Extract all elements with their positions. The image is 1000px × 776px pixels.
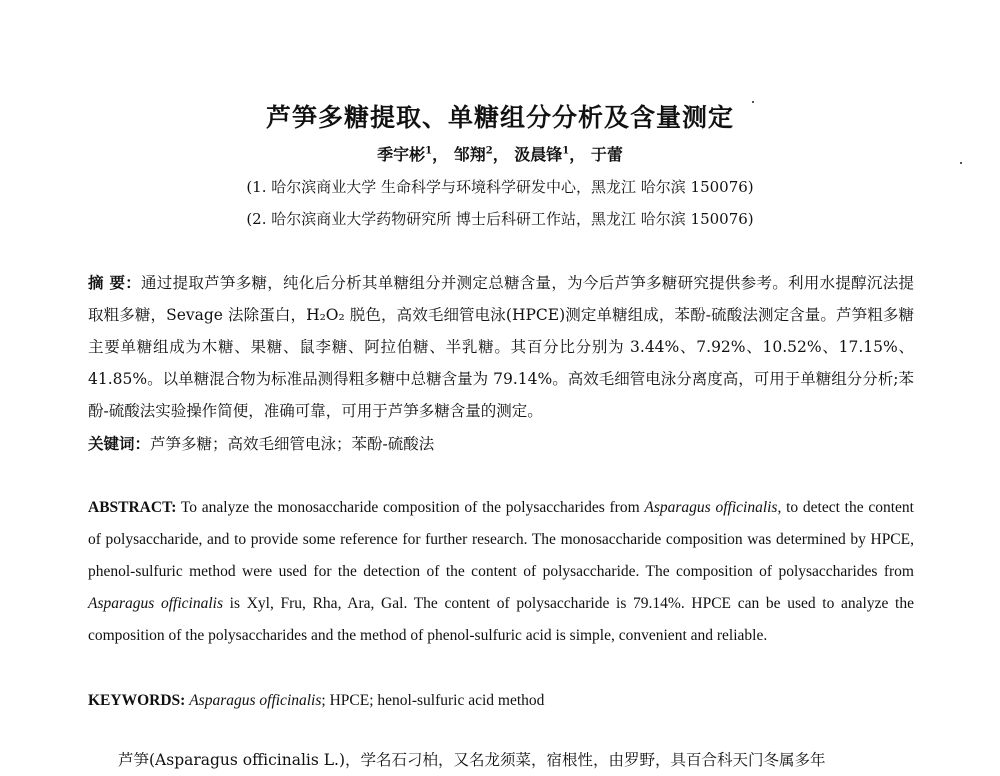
chinese-abstract (88, 267, 914, 427)
author-list (0, 142, 1000, 165)
species-name: Asparagus officinalis (88, 595, 223, 612)
author-name: 于蕾 (590, 145, 623, 164)
chinese-keywords (88, 428, 914, 460)
english-keywords (88, 685, 914, 717)
author-separator: ， (432, 145, 449, 164)
scan-speck (960, 162, 962, 164)
chinese-abstract-text: 通过提取芦笋多糖，纯化后分析其单糖组分并测定总糖含量，为今后芦笋多糖研究提供参考。利用水提醇沉法提取粗多糖，Sevage 法除蛋白，H₂O₂ 脱色，高效毛细管电泳(HPCE)测定单糖组成，苯酚-硫酸法测定含量。芦笋粗多糖主要单糖组成为木糖、果糖、鼠李糖、阿拉伯糖、半乳糖。其百分比分别为 3.44%、7.92%、10.52%、17.15%、41.85%。以单糖混合物为标准品测得粗多糖中总糖含量为 79.14%。高效毛细管电泳分离度高，可用于单糖组分分析;苯酚-硫酸法实验操作简便，准确可靠，可用于芦笋多糖含量的测定。 (88, 274, 914, 420)
species-name: Asparagus officinalis (189, 692, 322, 709)
english-abstract-text: To analyze the monosaccharide composition of the polysaccharides from (176, 499, 645, 516)
english-abstract-label: ABSTRACT: (88, 499, 177, 516)
author-affiliation-mark: 1 (425, 145, 433, 157)
author-affiliation-mark: 1 (562, 145, 570, 157)
chinese-keywords-text: 芦笋多糖；高效毛细管电泳；苯酚-硫酸法 (150, 435, 435, 453)
chinese-abstract-label: 摘 要： (88, 273, 142, 292)
author-name: 邹翔 (453, 145, 486, 164)
species-name: Asparagus officinalis (644, 499, 778, 516)
chinese-keywords-label: 关键词： (88, 434, 151, 453)
english-abstract-text: is Xyl, Fru, Rha, Ara, Gal. The content of polysaccharide is 79.14%. HPCE can be used to analyze the composition of the polysaccharides and the method of phenol-sulfuric acid is simple, convenient and reliable. (88, 595, 914, 644)
affiliation-1: (1. 哈尔滨商业大学 生命科学与环境科学研发中心，黑龙江 哈尔滨 150076) (246, 178, 754, 196)
english-abstract-text: , to detect the content of polysaccharide, and to provide some reference for further research. The monosaccharide composition was determined by HPCE, phenol-sulfuric method were used for the detection of the content of polysaccharide. The composition of polysaccharides from (88, 499, 914, 580)
english-abstract (88, 492, 914, 652)
affiliation-2: (2. 哈尔滨商业大学药物研究所 博士后科研工作站，黑龙江 哈尔滨 150076) (246, 210, 754, 228)
body-text-fragment: 芦笋(Asparagus officinalis L.)，学名石刁柏，又名龙须菜，宿根性，由罗野，具百合科天门冬属多年 (118, 751, 826, 769)
english-keywords-label: KEYWORDS: (88, 692, 186, 709)
author-name: 汲晨锋 (514, 145, 563, 164)
author-affiliation-mark: 2 (485, 145, 493, 157)
scan-speck (752, 101, 754, 103)
paper-title: 芦笋多糖提取、单糖组分分析及含量测定 (265, 103, 734, 132)
author-name: 季宇彬 (377, 145, 426, 164)
author-separator: ， (492, 145, 509, 164)
author-separator: ， (569, 145, 586, 164)
english-keywords-text: ; HPCE; henol-sulfuric acid method (321, 692, 545, 709)
